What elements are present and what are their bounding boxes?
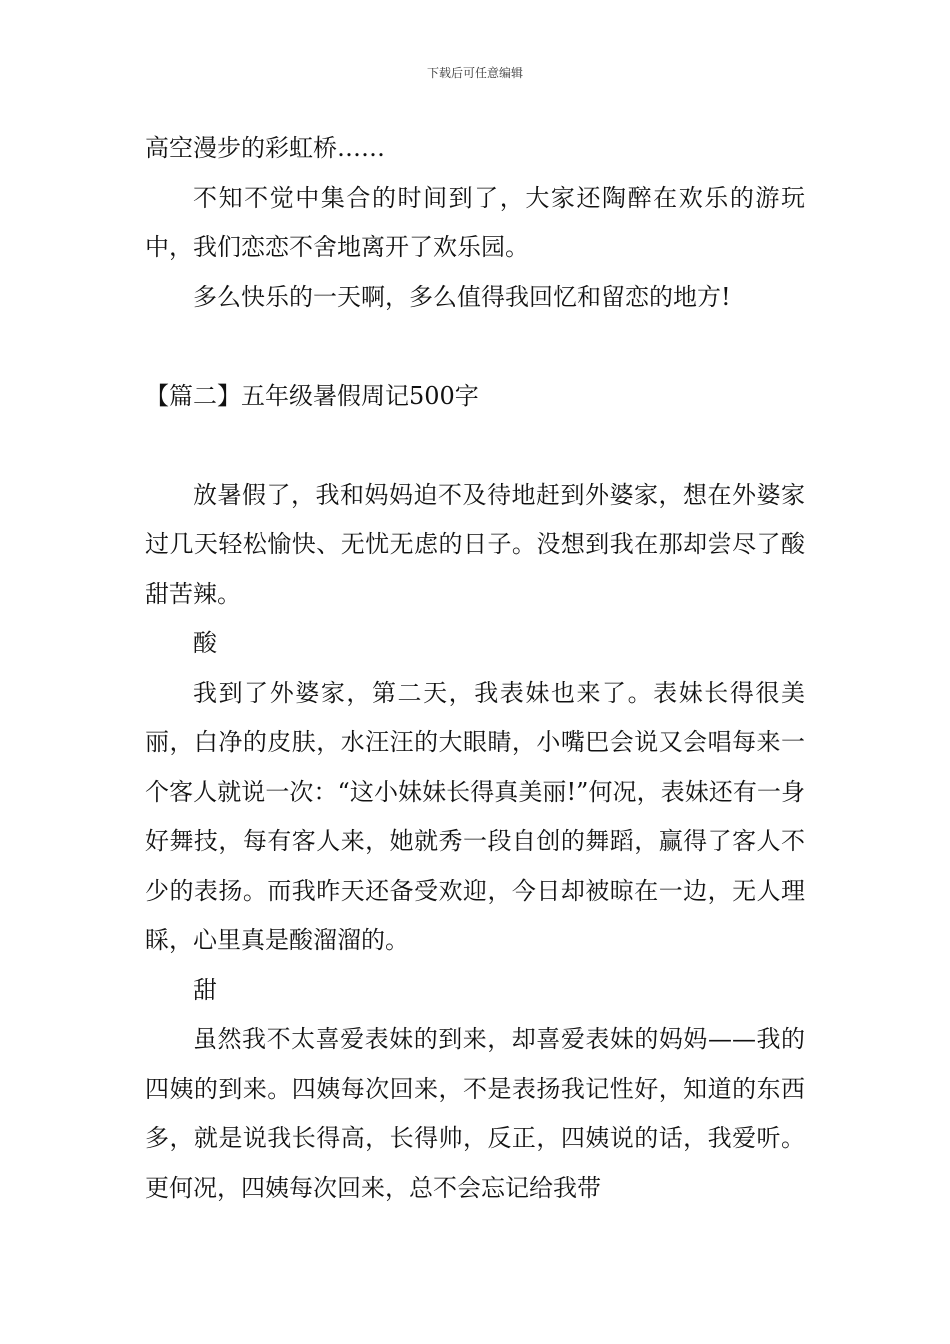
paragraph-continuation: 高空漫步的彩虹桥…… (145, 134, 385, 162)
paragraph: 多么快乐的一天啊，多么值得我回忆和留恋的地方! (193, 282, 731, 311)
document-body (145, 124, 805, 1213)
page-header-note: 下载后可任意编辑 (426, 66, 523, 80)
section-heading: 【篇二】五年级暑假周记500字 (145, 381, 479, 410)
subheading-sour: 酸 (193, 629, 217, 657)
paragraph: 不知不觉中集合的时间到了，大家还陶醉在欢乐的游玩中，我们恋恋不舍地离开了欢乐园。 (145, 183, 805, 261)
paragraph: 我到了外婆家，第二天，我表妹也来了。表妹长得很美丽，白净的皮肤，水汪汪的大眼睛，小嘴巴会说又会唱每来一个客人就说一次：“这小妹妹长得真美丽!”何况，表妹还有一身好舞技，每有客人来，她就秀一段自创的舞蹈，赢得了客人不少的表扬。而我昨天还备受欢迎，今日却被晾在一边，无人理睬，心里真是酸溜溜的。 (145, 678, 805, 954)
paragraph: 虽然我不太喜爱表妹的到来，却喜爱表妹的妈妈——我的四姨的到来。四姨每次回来，不是表扬我记性好，知道的东西多，就是说我长得高，长得帅，反正，四姨说的话，我爱听。更何况，四姨每次回来，总不会忘记给我带 (145, 1025, 805, 1202)
subheading-sweet: 甜 (193, 975, 217, 1004)
paragraph: 放暑假了，我和妈妈迫不及待地赶到外婆家，想在外婆家过几天轻松愉快、无忧无虑的日子。没想到我在那却尝尽了酸甜苦辣。 (145, 480, 805, 608)
blank-line (145, 322, 805, 372)
blank-line (145, 421, 805, 471)
